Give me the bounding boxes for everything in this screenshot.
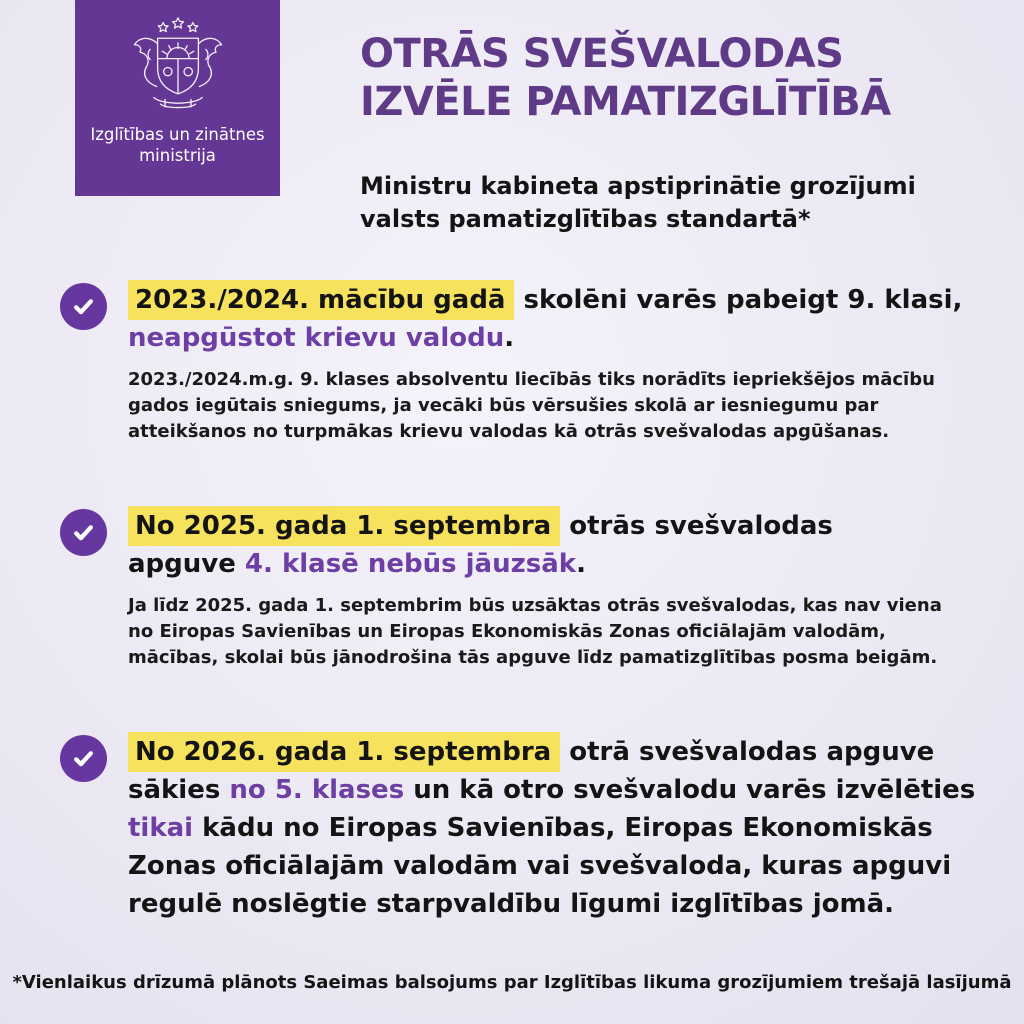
bullet-content [128,507,990,671]
bullet-content [128,281,990,445]
subtitle [360,170,1000,236]
headline-segment-normal: Zonas oficiālajām valodām vai svešvaloda, kuras apguvi [128,851,952,881]
coat-of-arms-icon [119,16,237,118]
headline-segment-purple: no 5. klases [229,775,405,805]
bullet-headline [128,281,990,357]
bullet-headline [128,507,990,583]
headline-segment-normal: skolēni varēs pabeigt 9. klasi, [514,285,963,315]
headline-segment-normal: sākies [128,775,230,805]
bullet-sections [60,281,990,985]
headline-segment-purple: 4. klasē nebūs jāuzsāk [244,549,577,579]
header [360,30,1000,236]
bullet-headline [128,733,990,923]
headline-segment-normal: otrā svešvalodas apguve [560,737,935,767]
subtitle-line2: valsts pamatizglītības standartā* [360,205,811,233]
bullet-content [128,733,990,923]
footnote: *Vienlaikus drīzumā plānots Saeimas balsojums par Izglītības likuma grozījumiem trešajā lasījumā [12,972,1012,993]
checkmark-icon [60,509,107,556]
page-title [360,30,1000,126]
ministry-name [90,124,264,166]
headline-segment-normal: . [576,549,586,579]
bullet-section-3 [60,733,990,923]
headline-segment-normal: regulē noslēgtie starpvaldību līgumi izglītības jomā. [128,889,894,919]
bullet-body: Ja līdz 2025. gada 1. septembrim būs uzsāktas otrās svešvalodas, kas nav viena no Eiropas Savienības un Eiropas Ekonomiskās Zonas oficiālajām valodām, mācības, skolai būs jānodrošina tās apguve līdz pamatizglītības posma beigām. [128,595,942,668]
bullet-section-1 [60,281,990,445]
headline-segment-highlight: 2023./2024. mācību gadā [128,280,514,320]
checkmark-icon [60,283,107,330]
headline-segment-purple: tikai [128,813,194,843]
headline-segment-normal: . [504,323,515,353]
subtitle-line1: Ministru kabineta apstiprinātie grozījumi [360,172,916,200]
ministry-name-line2: ministrija [139,146,216,165]
headline-segment-normal: kādu no Eiropas Savienības, Eiropas Ekonomiskās [193,813,933,843]
checkmark-icon [60,735,107,782]
ministry-name-line1: Izglītības un zinātnes [90,125,265,144]
headline-segment-normal: un kā otro svešvalodu varēs izvēlēties [404,775,976,805]
headline-segment-normal: otrās svešvalodas [560,511,833,541]
page-title-line1: OTRĀS SVEŠVALODAS [360,31,844,77]
headline-segment-highlight: No 2026. gada 1. septembra [128,732,560,772]
headline-segment-purple: neapgūstot krievu valodu [128,323,505,353]
headline-segment-normal: apguve [128,549,245,579]
page-title-line2: IZVĒLE PAMATIZGLĪTĪBĀ [360,79,891,125]
ministry-logo-box [75,0,280,196]
bullet-body: 2023./2024.m.g. 9. klases absolventu liecībās tiks norādīts iepriekšējos mācību gados iegūtais sniegums, ja vecāki būs vērsušies skolā ar iesniegumu par atteikšanos no turpmākas krievu valodas kā otrās svešvalodas apgūšanas. [128,369,935,442]
bullet-section-2 [60,507,990,671]
headline-segment-highlight: No 2025. gada 1. septembra [128,506,560,546]
